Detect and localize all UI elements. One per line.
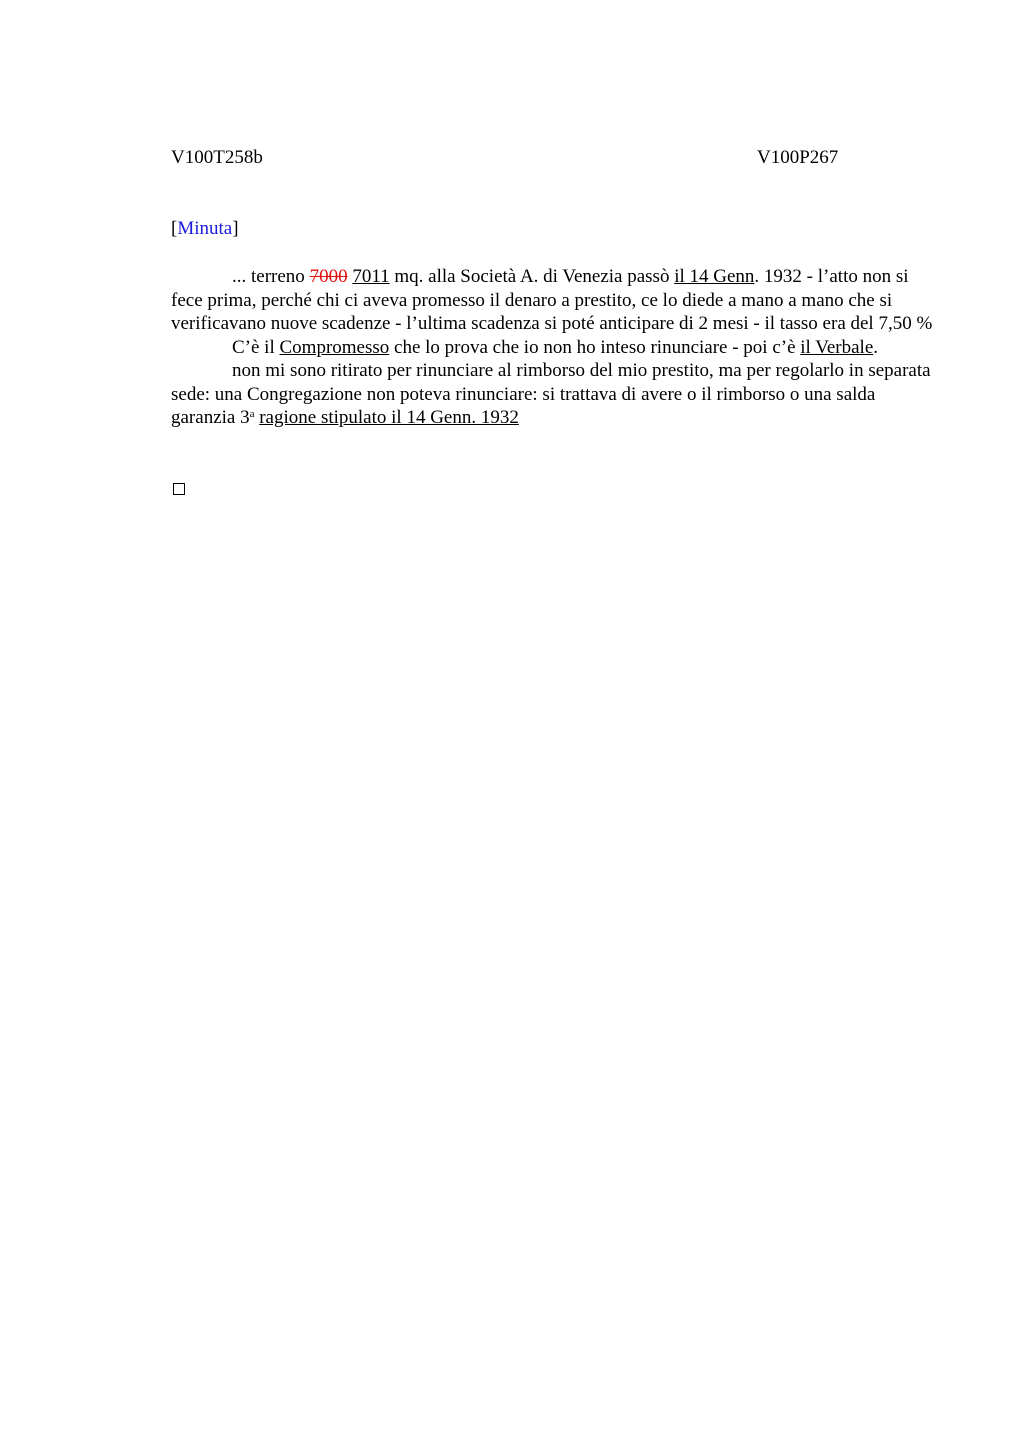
text-run: . 1932 - l’atto non si fece prima, perché chi ci aveva promesso il denaro a prestito, ce lo diede a mano a mano che si verificavano nuove scadenze - l’ultima scadenza si poté anticipare di 2 mesi - il tasso era del 7,50 % xyxy=(171,266,933,334)
struck-text: 7000 xyxy=(309,266,348,287)
document-code-left: V100T258b xyxy=(171,147,263,168)
text-run: non mi sono ritirato per rinunciare al rimborso del mio prestito, ma per regolarlo in separata sede: una Congregazione non poteva rinunciare: si trattava di avere o il rimborso o una salda garanzia 3 xyxy=(171,360,931,428)
text-run: che lo prova che io non ho inteso rinunciare - poi c’è xyxy=(389,336,801,358)
underlined-text: il Verbale xyxy=(800,336,874,358)
paragraph-1 xyxy=(171,265,941,336)
heading-label: Minuta xyxy=(177,218,233,239)
superscript: a xyxy=(249,408,255,420)
body-text xyxy=(171,265,941,430)
text-run: . xyxy=(873,336,879,358)
underlined-text: ragione stipulato il 14 Genn. 1932 xyxy=(259,407,519,428)
text-run: ... terreno xyxy=(232,266,310,287)
document-code-right: V100P267 xyxy=(757,147,839,168)
heading-open-bracket: [ xyxy=(171,218,178,239)
section-heading xyxy=(171,218,239,240)
underlined-text: il 14 Genn xyxy=(674,266,755,287)
paragraph-2 xyxy=(171,336,941,360)
heading-close-bracket: ] xyxy=(232,218,239,239)
underlined-text: Compromesso xyxy=(279,336,390,358)
paragraph-3 xyxy=(171,359,941,430)
underlined-text: 7011 xyxy=(352,266,390,287)
text-run: mq. alla Società A. di Venezia passò xyxy=(389,266,675,287)
checkbox-square-icon xyxy=(173,483,185,495)
text-run: C’è il xyxy=(232,336,280,358)
